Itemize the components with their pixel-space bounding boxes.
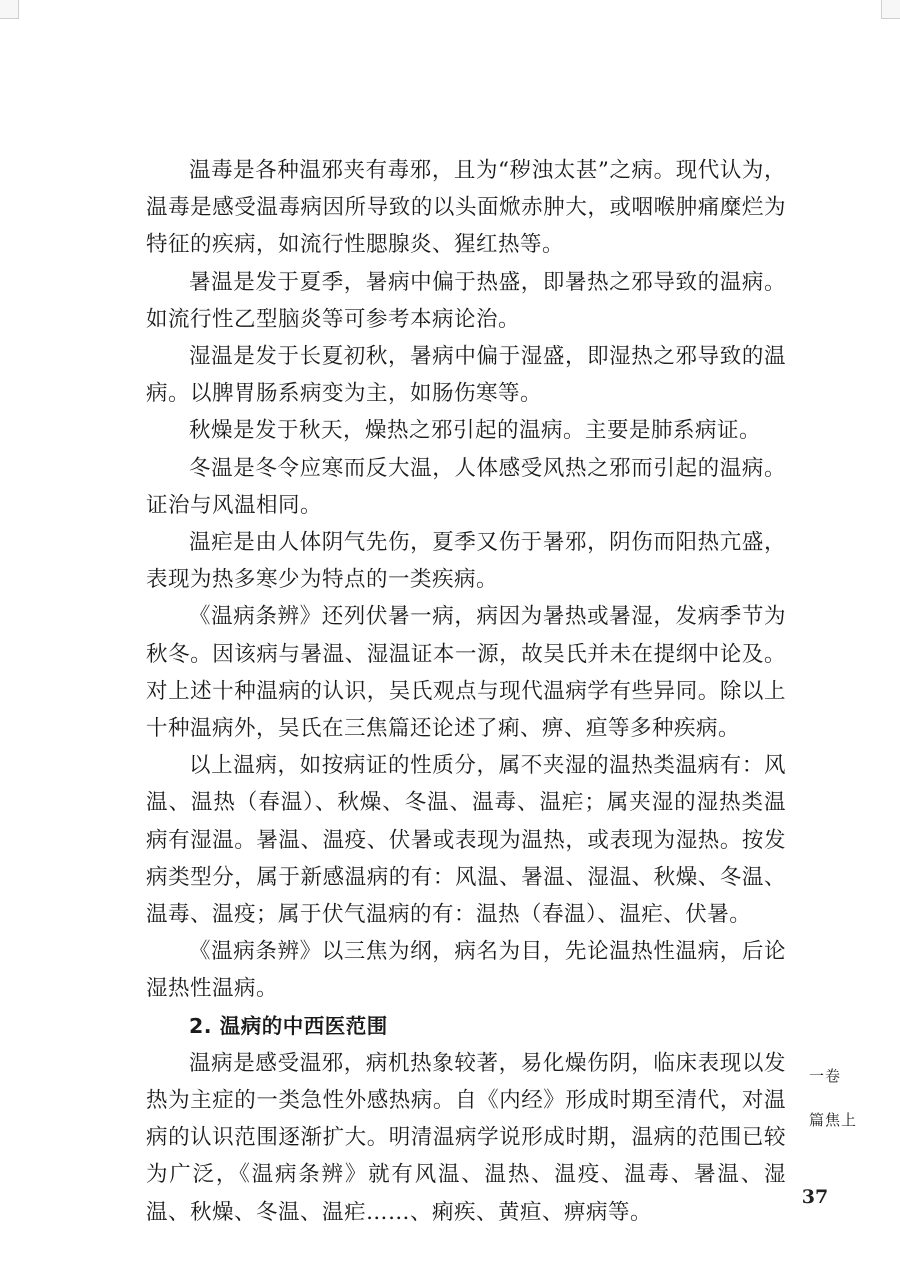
chapter-label: 卷一 bbox=[807, 1068, 841, 1084]
paragraph-scope: 温病是感受温邪，病机热象较著，易化燥伤阴，临床表现以发热为主症的一类急性外感热病。自《内经》形成时期至清代，对温病的认识范围逐渐扩大。明清温病学说形成时期，温病的范围已较为广泛，《温病条辨》就有风温、温热、温疫、温毒、暑温、湿温、秋燥、冬温、温疟……、痢疾、黄疸、痹病等。 bbox=[146, 1050, 786, 1225]
section-heading: 2. 温病的中西医范围 bbox=[189, 1013, 388, 1038]
paragraph-wendu: 温毒是各种温邪夹有毒邪，且为“秽浊太甚”之病。现代认为，温毒是感受温毒病因所导致的以头面焮赤肿大，或咽喉肿痛糜烂为特征的疾病，如流行性腮腺炎、猩红热等。 bbox=[146, 158, 786, 258]
paragraph-shuwen: 暑温是发于夏季，暑病中偏于热盛，即暑热之邪导致的温病。如流行性乙型脑炎等可参考本病论治。 bbox=[146, 269, 786, 332]
paragraph-sanjiao: 《温病条辨》以三焦为纲，病名为目，先论温热性温病，后论湿热性温病。 bbox=[146, 939, 786, 1002]
section-label: 上焦篇 bbox=[807, 1112, 857, 1127]
paragraph-classification: 以上温病，如按病证的性质分，属不夹湿的温热类温病有：风温、温热（春温）、秋燥、冬温、温毒、温疟；属夹湿的湿热类温病有湿温。暑温、温疫、伏暑或表现为温热，或表现为湿热。按发病类型分，属于新感温病的有：风温、暑温、湿温、秋燥、冬温、温毒、温疫；属于伏气温病的有：温热（春温）、温疟、伏暑。 bbox=[146, 753, 786, 928]
paragraph-dongwen: 冬温是冬令应寒而反大温，人体感受风热之邪而引起的温病。证治与风温相同。 bbox=[146, 455, 786, 518]
crop-mark-top-right bbox=[881, 0, 900, 19]
paragraph-shiwen: 湿温是发于长夏初秋，暑病中偏于湿盛，即湿热之邪导致的温病。以脾胃肠系病变为主，如肠伤寒等。 bbox=[146, 344, 786, 407]
page-number: 37 bbox=[801, 1186, 829, 1208]
paragraph-qiuzao: 秋燥是发于秋天，燥热之邪引起的温病。主要是肺系病证。 bbox=[189, 418, 762, 444]
paragraph-fushu: 《温病条辨》还列伏暑一病，病因为暑热或暑湿，发病季节为秋冬。因该病与暑温、湿温证本一源，故吴氏并未在提纲中论及。对上述十种温病的认识，吴氏观点与现代温病学有些异同。除以上十种温病外，吴氏在三焦篇还论述了痢、痹、疸等多种疾病。 bbox=[146, 604, 786, 742]
body-text bbox=[146, 152, 786, 1231]
crop-mark-top-left bbox=[0, 0, 19, 19]
paragraph-wennue: 温疟是由人体阴气先伤，夏季又伤于暑邪，阴伤而阳热亢盛，表现为热多寒少为特点的一类疾病。 bbox=[146, 530, 786, 593]
